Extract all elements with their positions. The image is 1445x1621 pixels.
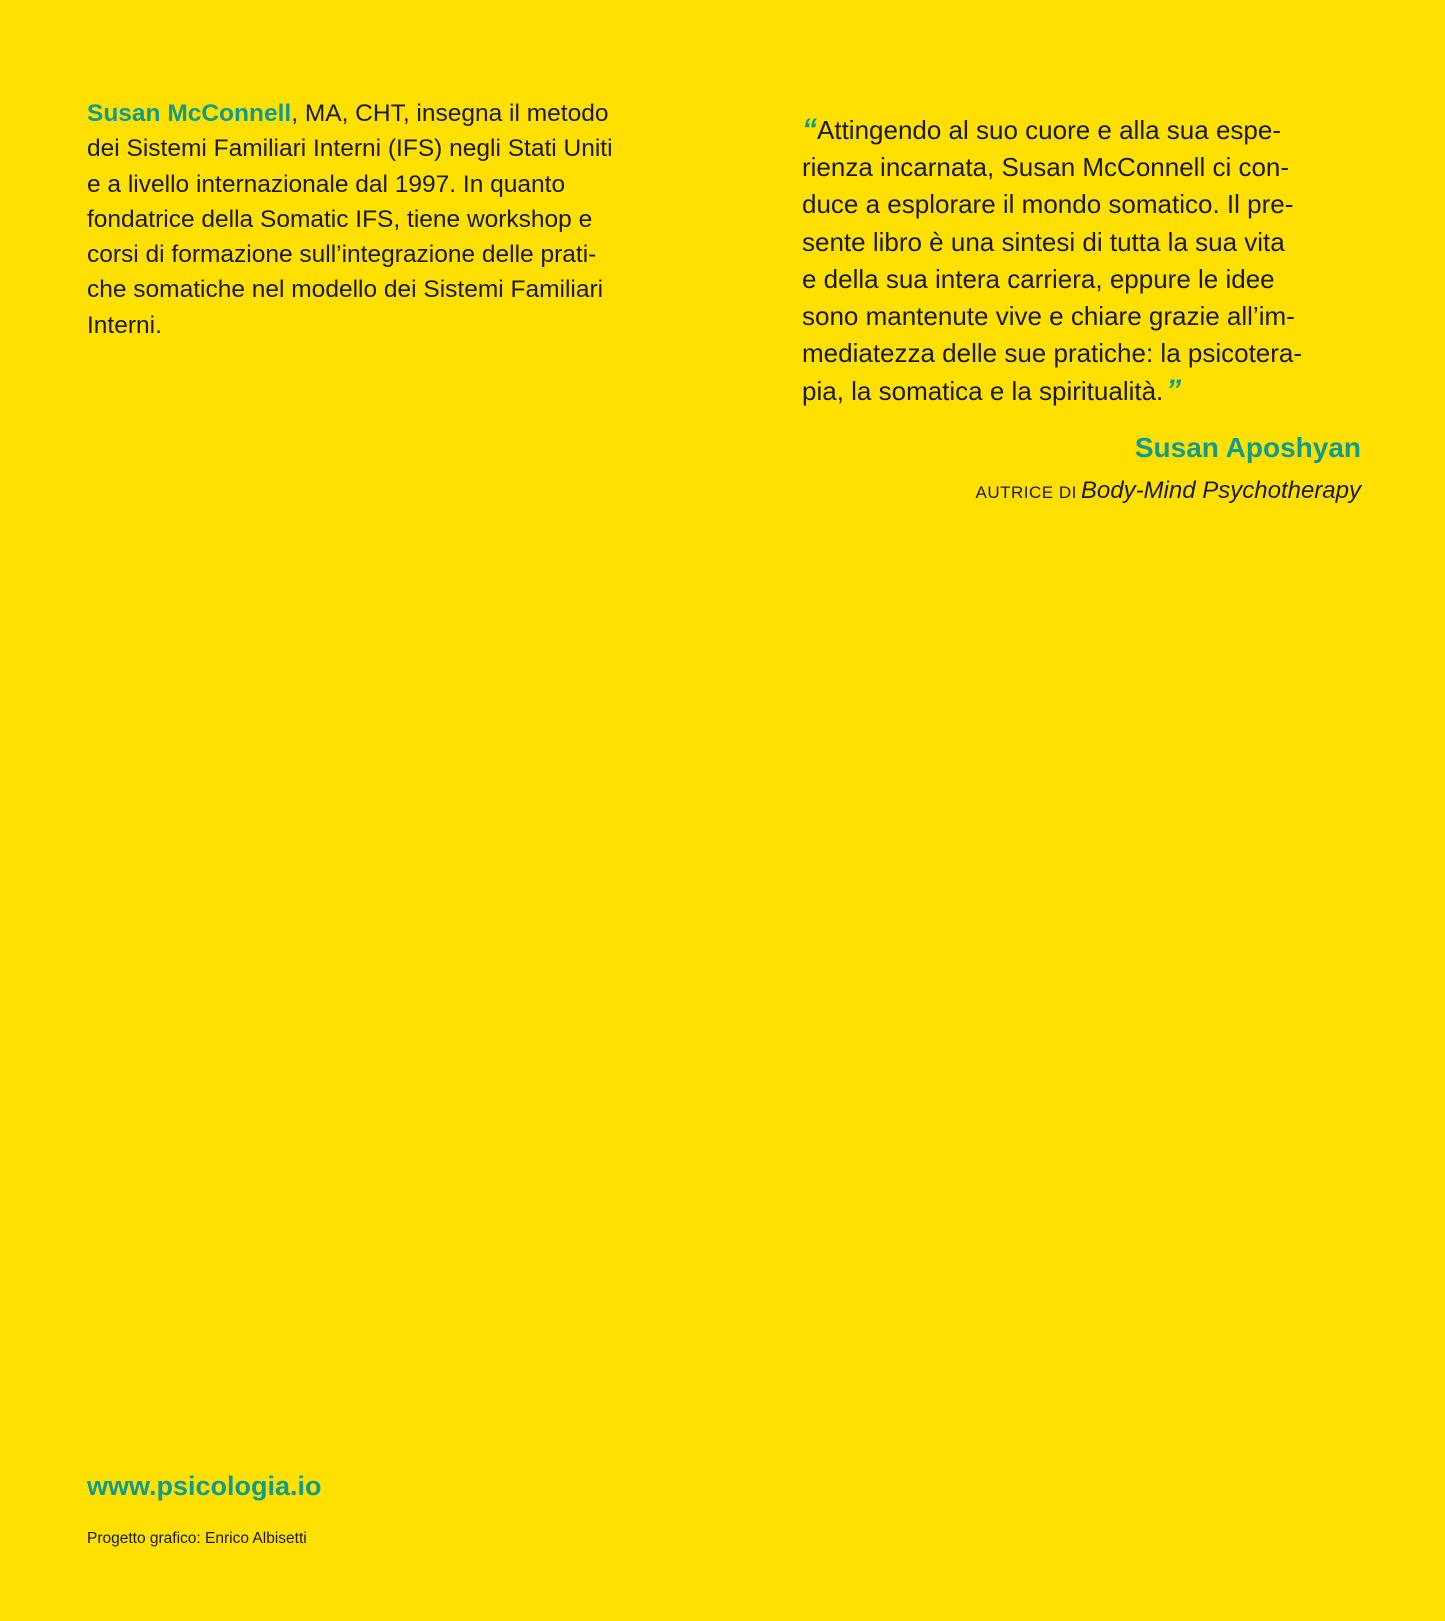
quote-line-1 bbox=[802, 111, 1362, 149]
author-book-title: Body-Mind Psychotherapy bbox=[1080, 477, 1361, 504]
blurb-quote bbox=[802, 111, 1362, 411]
bio-line: che somatiche nel modello dei Sistemi Familiari bbox=[87, 276, 604, 304]
bio-first-line-rest: , MA, CHT, insegna il metodo bbox=[291, 100, 609, 127]
bio-line: corsi di formazione sull’integrazione delle prati- bbox=[87, 241, 597, 269]
website-link[interactable]: www.psicologia.io bbox=[87, 1471, 322, 1501]
open-quote-mark: “ bbox=[802, 113, 815, 146]
bio-line: Interni. bbox=[87, 311, 162, 339]
quote-line: pia, la somatica e la spiritualità. bbox=[802, 376, 1164, 407]
quote-author-name: Susan Aposhyan bbox=[1134, 432, 1361, 463]
bio-line: dei Sistemi Familiari Interni (IFS) negli Stati Uniti bbox=[87, 135, 613, 163]
close-quote-mark: ” bbox=[1166, 374, 1180, 408]
author-name: Susan McConnell bbox=[87, 100, 292, 127]
design-credit: Progetto grafico: Enrico Albisetti bbox=[87, 1530, 307, 1547]
quote-author-role bbox=[976, 475, 1361, 509]
bio-line-1 bbox=[87, 96, 647, 131]
bio-line: e a livello internazionale dal 1997. In quanto bbox=[87, 170, 566, 198]
quote-line: mediatezza delle sue pratiche: la psicotera- bbox=[802, 338, 1303, 369]
author-role-prefix: AUTRICE DI bbox=[975, 483, 1077, 502]
quote-line: sono mantenute vive e chiare grazie all’im- bbox=[802, 301, 1295, 332]
quote-line: e della sua intera carriera, eppure le idee bbox=[802, 263, 1275, 294]
bio-line: fondatrice della Somatic IFS, tiene workshop e bbox=[87, 205, 593, 233]
quote-line: duce a esplorare il mondo somatico. Il pre- bbox=[802, 189, 1294, 220]
quote-line: rienza incarnata, Susan McConnell ci con- bbox=[802, 152, 1290, 183]
quote-line: sente libro è una sintesi di tutta la sua vita bbox=[802, 226, 1285, 257]
quote-line-last bbox=[802, 372, 1362, 410]
author-bio bbox=[87, 96, 647, 343]
quote-line: Attingendo al suo cuore e alla sua espe- bbox=[817, 115, 1281, 145]
